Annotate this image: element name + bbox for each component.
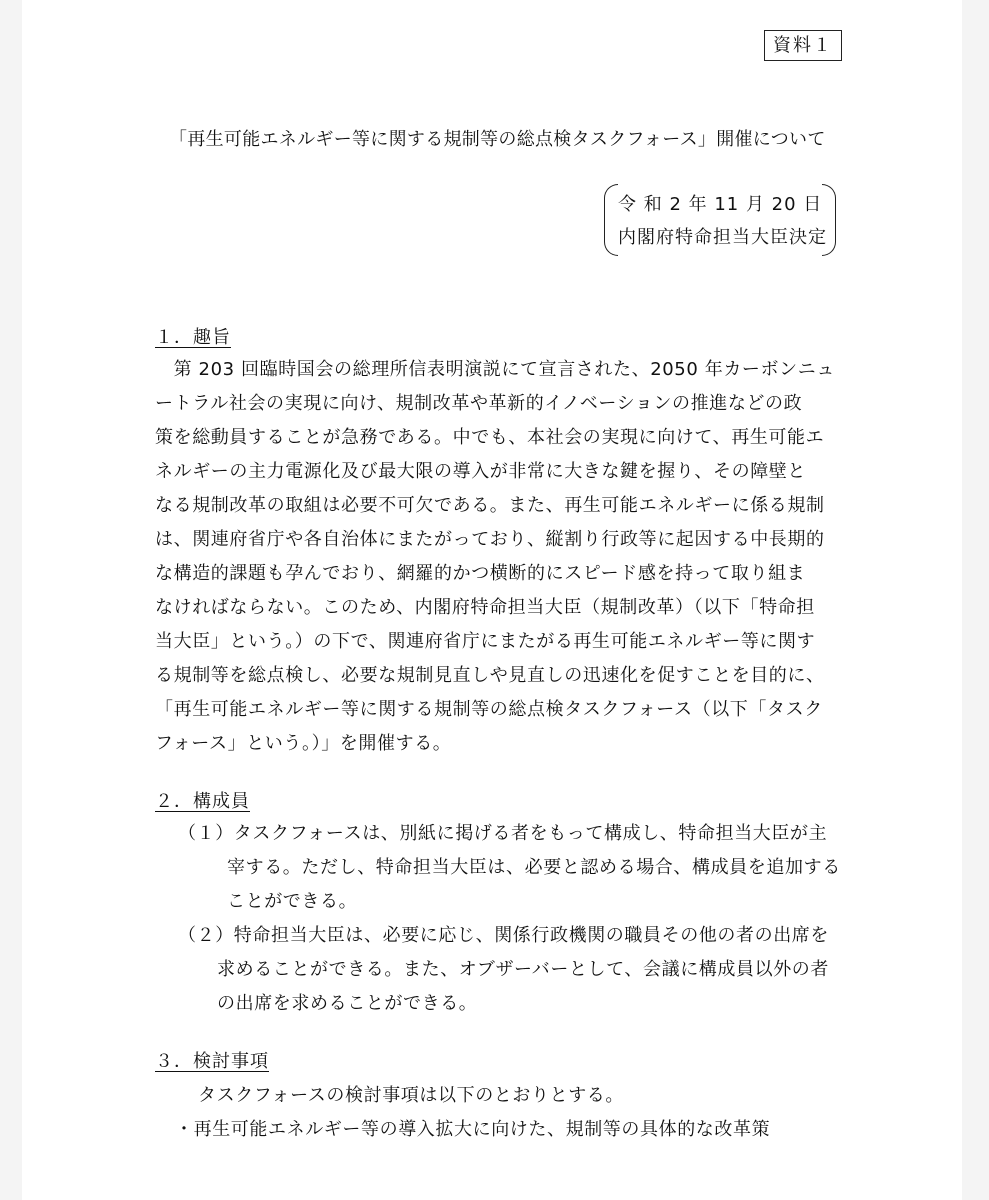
document-title: 「再生可能エネルギー等に関する規制等の総点検タスクフォース」開催について xyxy=(169,129,826,150)
section-1-heading: １．趣旨 xyxy=(155,327,231,348)
member-item-1: （１）タスクフォースは、別紙に掲げる者をもって構成し、特命担当大臣が主 xyxy=(178,823,828,844)
section-2-heading: ２．構成員 xyxy=(155,791,250,812)
member-item-2-continued: 求めることができる。また、オブザーバーとして、会議に構成員以外の者 xyxy=(217,959,829,980)
paragraph-line: なる規制改革の取組は必要不可欠である。また、再生可能エネルギーに係る規制 xyxy=(155,495,825,516)
paragraph-line: なければならない。このため、内閣府特命担当大臣（規制改革）（以下「特命担 xyxy=(155,597,815,618)
document-author: 内閣府特命担当大臣決定 xyxy=(618,227,827,248)
member-item-2-continued: の出席を求めることができる。 xyxy=(217,993,478,1014)
member-item-1-continued: 宰する。ただし、特命担当大臣は、必要と認める場合、構成員を追加する xyxy=(227,857,841,878)
paragraph-line: ネルギーの主力電源化及び最大限の導入が非常に大きな鍵を握り、その障壁と xyxy=(155,461,806,482)
date-author-box xyxy=(604,182,836,262)
section-3-bullet: ・再生可能エネルギー等の導入拡大に向けた、規制等の具体的な改革策 xyxy=(175,1119,771,1140)
left-bracket xyxy=(604,184,618,256)
document-label: 資料１ xyxy=(764,30,842,61)
document-page xyxy=(22,0,962,1200)
paragraph-line: 第 203 回臨時国会の総理所信表明演説にて宣言された、2050 年カーボンニュ xyxy=(155,359,835,380)
section-3-heading: ３．検討事項 xyxy=(155,1051,269,1072)
paragraph-line: な構造的課題も孕んでおり、網羅的かつ横断的にスピード感を持って取り組ま xyxy=(155,563,806,584)
paragraph-line: ートラル社会の実現に向け、規制改革や革新的イノベーションの推進などの政 xyxy=(155,393,803,414)
paragraph-line: 当大臣」という。）の下で、関連府省庁にまたがる再生可能エネルギー等に関す xyxy=(155,631,816,652)
paragraph-line: フォース」という。）」を開催する。 xyxy=(155,733,452,754)
document-date: 令 和 2 年 11 月 20 日 xyxy=(618,194,823,215)
member-item-1-continued: ことができる。 xyxy=(227,891,358,912)
member-item-2: （２）特命担当大臣は、必要に応じ、関係行政機関の職員その他の者の出席を xyxy=(178,925,829,946)
paragraph-line: 策を総動員することが急務である。中でも、本社会の実現に向けて、再生可能エ xyxy=(155,427,825,448)
paragraph-line: 「再生可能エネルギー等に関する規制等の総点検タスクフォース（以下「タスク xyxy=(155,699,823,720)
paragraph-line: る規制等を総点検し、必要な規制見直しや見直しの迅速化を促すことを目的に、 xyxy=(155,665,825,686)
paragraph-line: は、関連府省庁や各自治体にまたがっており、縦割り行政等に起因する中長期的 xyxy=(155,529,825,550)
section-3-intro: タスクフォースの検討事項は以下のとおりとする。 xyxy=(198,1085,624,1106)
